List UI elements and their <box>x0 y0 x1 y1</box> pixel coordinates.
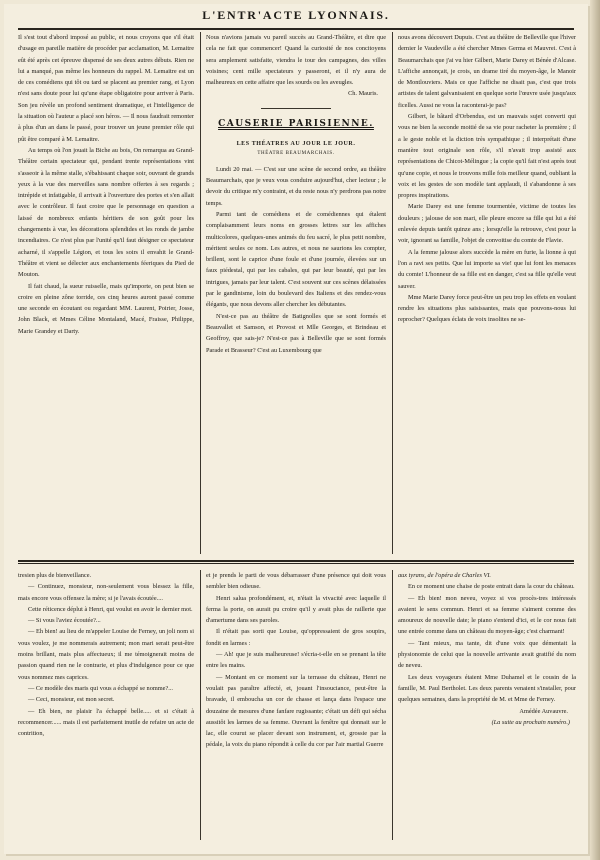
top-col1-paragraph: Il s'est tout d'abord imposé au public, et nous croyons que s'il était d'usage en pareille matière de procéder par acclamation, M. Lemaitre eût été après cet épreuve dispensé de ses deux autres débuts. Rien ne lui a manqué, pas même les honneurs du rappel. M. Lemaitre est un de ces comédiens qui tôt ou tard se placent au premier rang, et Lyon n'est sans doute pour lui qu'une étape obligatoire pour arriver à Paris. Son jeu révèle un profond sentiment dramatique, et l'intelligence de la situation où l'auteur a placé son héros. — Il nous faudrait remonter à plus d'un an dans le passé, pour trouver un jeune premier rôle qui pût être comparé à M. Lemaitre. <box>18 34 194 143</box>
bottom-col1-paragraph: — Ce modèle des maris qui vous a échappé se nomme?... <box>28 684 173 692</box>
masthead: L'ENTR'ACTE LYONNAIS. <box>202 8 390 22</box>
top-col2-paragraph: Lundi 20 mai. — C'est sur une scène de second ordre, au théâtre Beaumarchais, que je veux vous conduire aujourd'hui, cher lecteur ; le devoir du critique m'y contraint, et du reste nous n'y perdrons pas notre temps. <box>206 165 386 207</box>
top-col2-signature: Ch. Mauris. <box>348 90 378 98</box>
section-divider <box>18 563 574 564</box>
bottom-col2-paragraph: et je prends le parti de vous débarrasser d'une présence qui doit vous sembler bien odieuse. <box>206 572 386 591</box>
bottom-col2-paragraph: Il n'était pas sorti que Louise, qu'oppressaient de gros soupirs, fondit en larmes : <box>206 628 386 647</box>
top-column-2 <box>206 32 386 554</box>
bottom-col3-paragraph: En ce moment une chaise de poste entrait dans la cour du château. <box>408 583 575 591</box>
top-col3-paragraph: Mme Marie Darey force peut-être un peu trop les effets en voulant rendre les situations plus saisissantes, mais que pouvons-nous lui reprocher? Quelques éclats de voix insolites ne se- <box>398 293 576 324</box>
newspaper-page <box>4 4 588 854</box>
top-col3-paragraph: nous avons découvert Dupuis. C'est au théâtre de Belleville que l'hiver dernier le Vaudeville a été chercher Mmes Germa et Mauvrei. C'est à Beaumarchais que j'ai vu hier Gilbert, Marie Darey et Bénée d'Alcase. L'affiche annonçait, je crois, un drame tiré du moyen-âge, le Manoir de Montlouviers. Mais ce que l'affiche ne disait pas, c'est que trois artistes de talent galvanisaient en quelque sorte l'œuvre usée jusqu'aux ficelles. Aussi ne vous la raconterai-je pas? <box>398 34 576 109</box>
top-column-3 <box>398 32 576 554</box>
column-divider <box>200 570 201 840</box>
top-column-1 <box>18 32 194 554</box>
column-divider <box>392 570 393 840</box>
feuilleton-signature: Amédée Auvauvre. <box>519 707 568 715</box>
bottom-column-3 <box>398 570 576 840</box>
top-col2-paragraph: Parmi tant de comédiens et de comédiennes qui étalent complaisamment leurs noms en grosses lettres sur les affiches multicolores, quelques-unes animés du feu sacré, le plus petit nombre, méritent seules ce nom. Les autres, et nous ne saurions les compter, brillent, sont le caprice d'une foule et d'une journée, élevées sur un faux piédestal, qui par les cabales, qui par leur beauté, qui par les intrigues, jamais par leur talent. C'est souvent sur ces scènes délaissées par le gandinisme, loin du boulevard des Italiens et des rendez-vous élégants, que nous devons aller chercher les débutantes. <box>206 210 386 309</box>
bottom-col3-paragraph: aux tyrans, de l'opéra de Charles VI. <box>398 572 491 579</box>
section-divider <box>18 560 574 562</box>
top-col3-paragraph: A la femme jalouse alors succède la mère en furie, la lionne à qui l'on a ravi ses petits. Que lui importe sa vie! que lui font les menaces du comte! L'honneur de sa fille est en danger, c'est sa fille qu'elle veut sauver. <box>398 248 576 290</box>
bottom-col3-paragraph: — Eh bien! mon neveu, voyez si vos procès-tres intéressés avaient le sens commun. Henri et sa femme s'aiment comme des amoureux de nouvelle date; le piano s'entend d'ici, et le cor nous fait une entrée comme dans un château du moyen-âge; c'est charmant! <box>398 594 576 636</box>
bottom-col1-paragraph: — Si vous l'aviez écoutée?... <box>28 617 101 625</box>
causerie-heading: CAUSERIE PARISIENNE. <box>218 118 374 129</box>
bottom-column-2 <box>206 570 386 840</box>
bottom-col2-paragraph: Henri salua profondément, et, n'était la vivacité avec laquelle il ferma la porte, on aurait pu croire qu'il y avait plus de raillerie que d'amertume dans ses paroles. <box>206 594 386 625</box>
top-col3-paragraph: Marie Darey est une femme tourmentée, victime de toutes les douleurs ; jalouse de son mari, elle pleure encore sa fille qui lui a été enlevée depuis tantôt quinze ans ; lorsqu'elle la retrouve, c'est pour la voir, ignorant sa famille, l'objet de convoitise du comte de Flavie. <box>398 203 576 245</box>
bottom-col1-paragraph: — Continuez, monsieur, non-seulement vous blessez la fille, mais encore vous offensez la mère; si je l'avais écoutée.... <box>18 583 194 602</box>
bottom-col2-paragraph: — Montant en ce moment sur la terrasse du château, Henri ne voulait pas paraître affecté, et, jouant l'insouciance, peut-être la bravade, il emboucha un cor de chasse et lança dans l'espace une douzaine de mesures d'une fanfare rugissante; c'était un défi qui sécha aussitôt les larmes de sa femme. Ouvrant la fenêtre qui donnait sur le lac, elle courut se placer devant son instrument, et, grossie par la pédale, la voix du piano répondit à celle du cor par l'air martial Guerre <box>206 673 386 749</box>
section-rule <box>261 108 331 109</box>
page-binding-edge <box>590 0 600 860</box>
top-col2-paragraph: N'est-ce pas au théâtre de Batignolles que se sont formés et Beauvallet et Samson, et Provost et Mlle Georges, et Brindeau et Geoffroy, que sais-je? N'est-ce pas à Belleville que se sont formés Parade et Brasseur? C'est au Luxembourg que <box>206 312 386 354</box>
bottom-column-1 <box>18 570 194 840</box>
top-col2-intro: Nous n'avions jamais vu pareil succès au Grand-Théâtre, et dire que cela ne fait que commencer! Quand la curiosité de nos concitoyens sera amplement satisfaite, viendra le tour des campagnes, des villes voisines; cent mille spectateurs y passeront, et il n'y aura de malheureux en cette affaire que les sourds ou les aveugles. <box>206 34 386 87</box>
top-col1-paragraph: Il fait chaud, la sueur ruisselle, mais qu'importe, on peut bien se croire en pleine zône torride, ces cinq heures auront passé comme une seconde en écoutant ou regardant MM. Laurent, Poirier, Josse, John Black, et Mmes Céline Montaland, Macé, Fraisse, Philippe, Marie Grandey et Darty. <box>18 282 194 335</box>
bottom-col1-paragraph: — Eh bien! au lieu de m'appeler Louise de Ferney, un joli nom si vous voulez, je me nommerais autrement; mon mari serait peut-être moins brillant, mais plus affectueux; il me témoignerait moins de passion quand rien ne le contrarie, et plus d'indulgence pour ce que vous nommez mes caprices. <box>18 628 194 681</box>
top-col3-paragraph: Gilbert, le bâtard d'Orbendus, est un mauvais sujet converti qui vous ne bien la seconde moitié de sa vie pour racheter la première ; il a le geste noble et la diction très sympathique ; il interprétait d'une manière tout originale son rôle, s'il n'avait trop assisté aux représentations de Chicot-Mélingue ; la copie qu'il fait n'est après tout qu'une copie, et nous le trouvons mille fois meilleur quand, oubliant la voix et les gestes de son modèle tant applaudi, il s'abandonne à ses propres inspirations. <box>398 113 576 200</box>
bottom-col3-paragraph: Les deux voyageurs étaient Mme Duhamel et le cousin de la famille, M. Paul Bertholet. Les deux parents venaient s'installer, pour quelques semaines, dans la propriété de M. et Mme de Ferney. <box>398 673 576 704</box>
bottom-col1-paragraph: tresien plus de bienveillance. <box>18 572 92 579</box>
masthead-rule <box>18 28 574 30</box>
bottom-col1-paragraph: — Eh bien, ne plaisir l'a échappé belle..... et si c'était à recommencer...... mais il est parfaitement inutile de refaire un acte de contrition, <box>18 707 194 738</box>
column-divider <box>200 32 201 554</box>
bottom-col1-paragraph: Cette réticence déplut à Henri, qui voulut en avoir le dernier mot. <box>28 605 193 613</box>
bottom-col3-paragraph: — Tant mieux, ma tante, dit d'une voix que démentait la physionomie de celui que la nouvelle arrivante avait gratifié du nom de neveu. <box>398 639 576 670</box>
top-col1-paragraph: Au temps où l'on jouait la Biche au bois, On remarqua au Grand-Théâtre certain spectateur qui, pendant trente représentations vint s'asseoir à la même stalle, s'ébahissant chaque soir, ouvrant de grands yeux à la vue des merveilles sans nombre offertes à ses regards ; intrépide et infatigable, il arrivait à l'ouverture des portes et s'en allait avec le contrôleur. Il faut croire que le personnage en question a laissé de nombreux enfants héritiers de son goût pour les changements à vue, les décorations splendides et les ronds de jambe incendiaires. Ce n'est plus par l'unité qu'il faut désigner ce spectateur acharné, il s'appelle Légion, et tous les soirs il envahit le Grand-Théâtre et vient se délecter aux enchantements féeriques du Pied de Mouton. <box>18 146 194 279</box>
theatre-subheading: THÉATRE BEAUMARCHAIS. <box>257 150 335 156</box>
column-divider <box>392 32 393 554</box>
continued-note: (La suite au prochain numéro.) <box>491 718 570 726</box>
causerie-subheading: LES THÉATRES AU JOUR LE JOUR. <box>236 140 356 147</box>
bottom-col2-paragraph: — Ah! que je suis malheureuse! s'écria-t-elle en se prenant la tête entre les mains. <box>206 651 386 670</box>
bottom-col1-paragraph: — Ceci, monsieur, est mon secret. <box>28 696 115 704</box>
